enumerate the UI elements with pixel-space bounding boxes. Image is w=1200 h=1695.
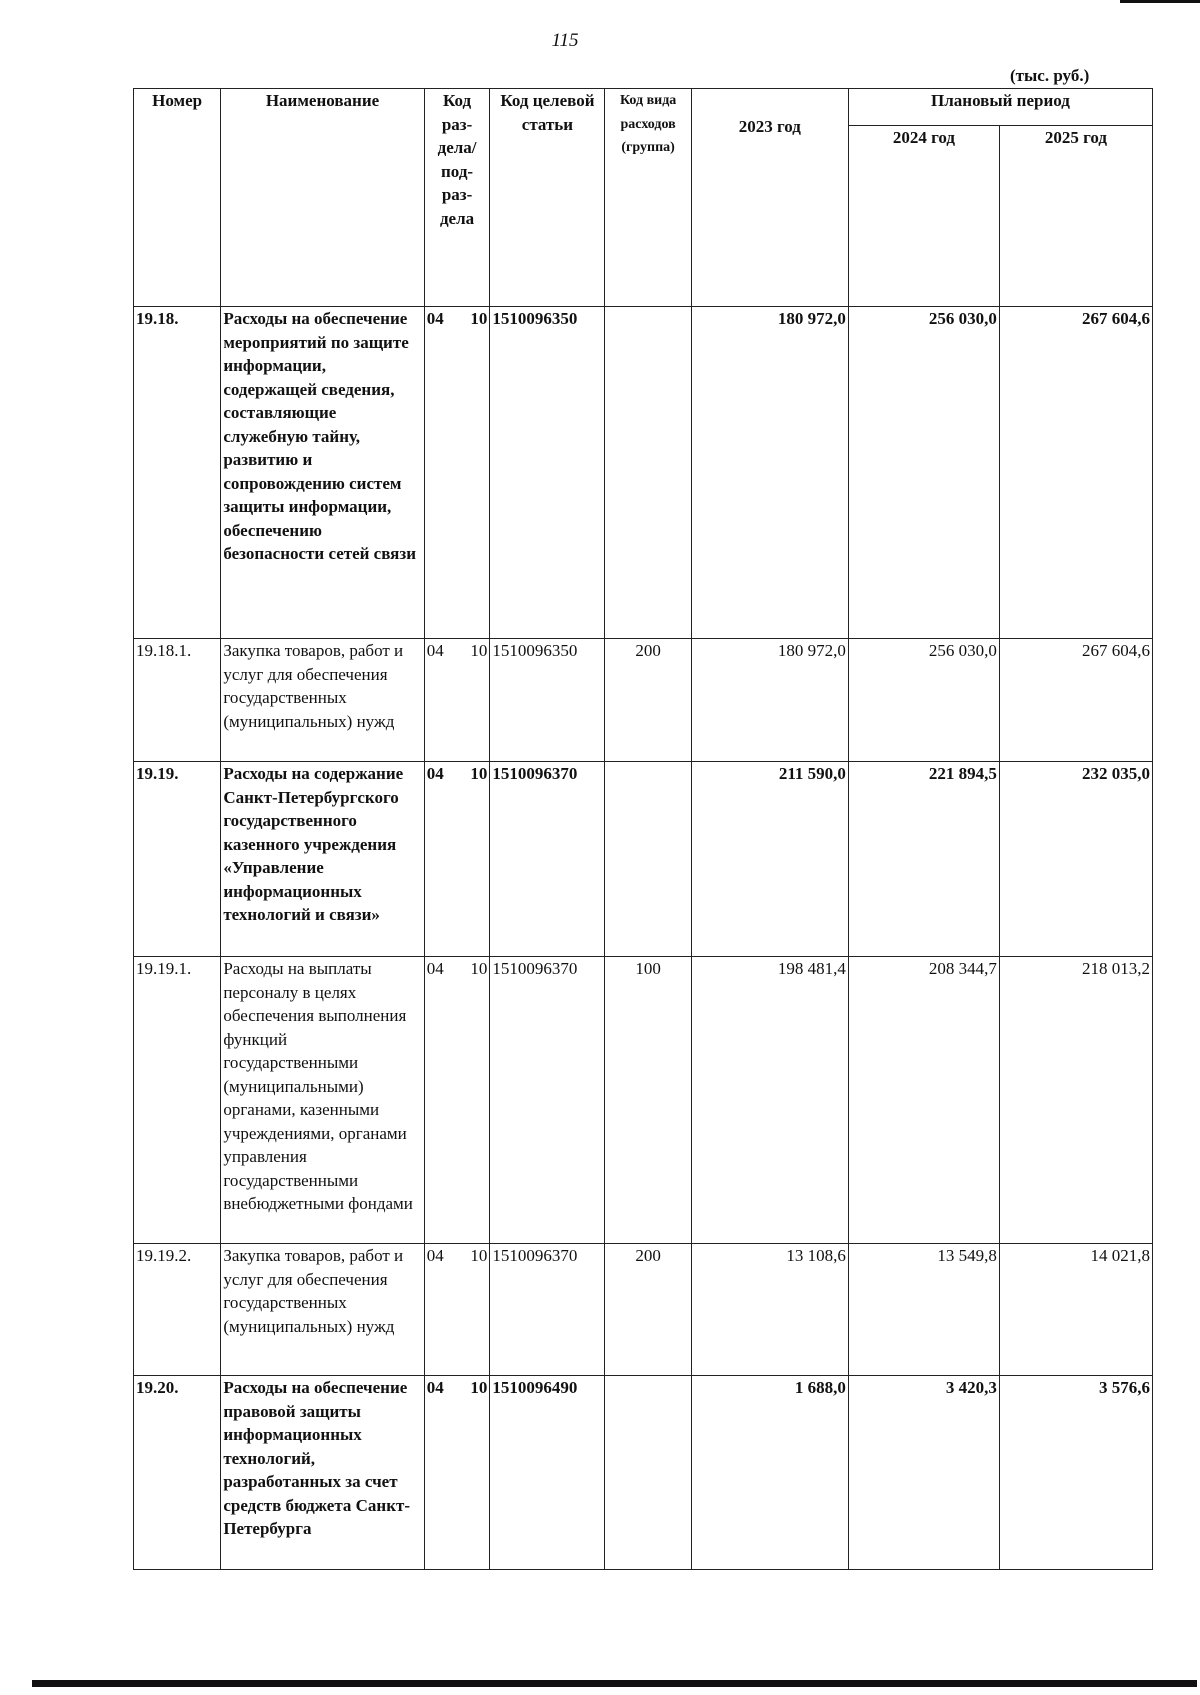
header-number: Номер (134, 89, 221, 307)
row-target-code: 1510096350 (490, 639, 605, 762)
table-row (134, 1376, 1153, 1570)
row-value-2023: 13 108,6 (691, 1244, 848, 1376)
row-name: Закупка товаров, работ и услуг для обеспечения государственных (муниципальных) нужд (221, 639, 424, 762)
scan-corner-mark (1120, 0, 1200, 3)
row-section-code (424, 1244, 490, 1376)
row-target-code: 1510096350 (490, 307, 605, 639)
row-name: Расходы на содержание Санкт-Петербургского государственного казенного учреждения «Управление информационных технологий и связи» (221, 762, 424, 957)
row-expense-group (605, 762, 691, 957)
units-label: (тыс. руб.) (1010, 66, 1090, 85)
row-number: 19.18. (134, 307, 221, 639)
row-section-code (424, 762, 490, 957)
table-row (134, 639, 1153, 762)
header-2025: 2025 год (999, 126, 1152, 307)
section-code: 04 (426, 641, 444, 660)
row-value-2025: 267 604,6 (999, 307, 1152, 639)
page-number: 115 (551, 30, 579, 51)
subsection-code: 10 (470, 309, 488, 328)
row-number: 19.18.1. (134, 639, 221, 762)
header-expense-group: Код вида расходов (группа) (605, 89, 691, 307)
table-row (134, 1244, 1153, 1376)
row-target-code: 1510096370 (490, 1244, 605, 1376)
row-value-2025: 267 604,6 (999, 639, 1152, 762)
table-row (134, 957, 1153, 1244)
subsection-code: 10 (470, 764, 488, 783)
header-section-code: Код раз-дела/ под-раз-дела (424, 89, 490, 307)
row-value-2025: 218 013,2 (999, 957, 1152, 1244)
row-value-2024: 256 030,0 (848, 639, 999, 762)
row-value-2025: 3 576,6 (999, 1376, 1152, 1570)
header-name: Наименование (221, 89, 424, 307)
table-row (134, 762, 1153, 957)
row-name: Расходы на выплаты персоналу в целях обеспечения выполнения функций государственными (муниципальными) органами, казенными учреждениями, органами управления государственными внебюджетными фондами (221, 957, 424, 1244)
header-2023: 2023 год (691, 89, 848, 307)
table-header (134, 89, 1153, 307)
row-number: 19.19.2. (134, 1244, 221, 1376)
row-number: 19.19. (134, 762, 221, 957)
row-value-2025: 14 021,8 (999, 1244, 1152, 1376)
row-expense-group: 100 (605, 957, 691, 1244)
row-target-code: 1510096490 (490, 1376, 605, 1570)
row-value-2023: 180 972,0 (691, 639, 848, 762)
row-name: Расходы на обеспечение мероприятий по защите информации, содержащей сведения, составляющие служебную тайну, развитию и сопровождению систем защиты информации, обеспечению безопасности сетей связи (221, 307, 424, 639)
subsection-code: 10 (470, 641, 488, 660)
section-code: 04 (426, 959, 444, 978)
header-target-code: Код целевой статьи (490, 89, 605, 307)
row-section-code (424, 639, 490, 762)
row-expense-group (605, 1376, 691, 1570)
budget-table (133, 88, 1153, 1570)
row-value-2024: 208 344,7 (848, 957, 999, 1244)
header-planned-period: Плановый период (848, 89, 1152, 126)
row-section-code (424, 307, 490, 639)
header-2024: 2024 год (848, 126, 999, 307)
row-value-2025: 232 035,0 (999, 762, 1152, 957)
row-name: Расходы на обеспечение правовой защиты информационных технологий, разработанных за счет средств бюджета Санкт-Петербурга (221, 1376, 424, 1570)
table-row (134, 307, 1153, 639)
row-number: 19.19.1. (134, 957, 221, 1244)
row-expense-group: 200 (605, 1244, 691, 1376)
section-code: 04 (426, 764, 444, 783)
section-code: 04 (426, 309, 444, 328)
row-value-2024: 221 894,5 (848, 762, 999, 957)
row-number: 19.20. (134, 1376, 221, 1570)
row-expense-group (605, 307, 691, 639)
section-code: 04 (426, 1378, 444, 1397)
row-value-2023: 1 688,0 (691, 1376, 848, 1570)
row-value-2024: 3 420,3 (848, 1376, 999, 1570)
row-target-code: 1510096370 (490, 957, 605, 1244)
row-value-2023: 211 590,0 (691, 762, 848, 957)
row-section-code (424, 957, 490, 1244)
row-value-2024: 256 030,0 (848, 307, 999, 639)
bottom-rule (32, 1680, 1197, 1687)
row-section-code (424, 1376, 490, 1570)
row-expense-group: 200 (605, 639, 691, 762)
section-code: 04 (426, 1246, 444, 1265)
table-body (134, 307, 1153, 1570)
row-value-2023: 180 972,0 (691, 307, 848, 639)
row-target-code: 1510096370 (490, 762, 605, 957)
row-value-2023: 198 481,4 (691, 957, 848, 1244)
row-name: Закупка товаров, работ и услуг для обеспечения государственных (муниципальных) нужд (221, 1244, 424, 1376)
subsection-code: 10 (470, 1378, 488, 1397)
subsection-code: 10 (470, 1246, 488, 1265)
row-value-2024: 13 549,8 (848, 1244, 999, 1376)
subsection-code: 10 (470, 959, 488, 978)
